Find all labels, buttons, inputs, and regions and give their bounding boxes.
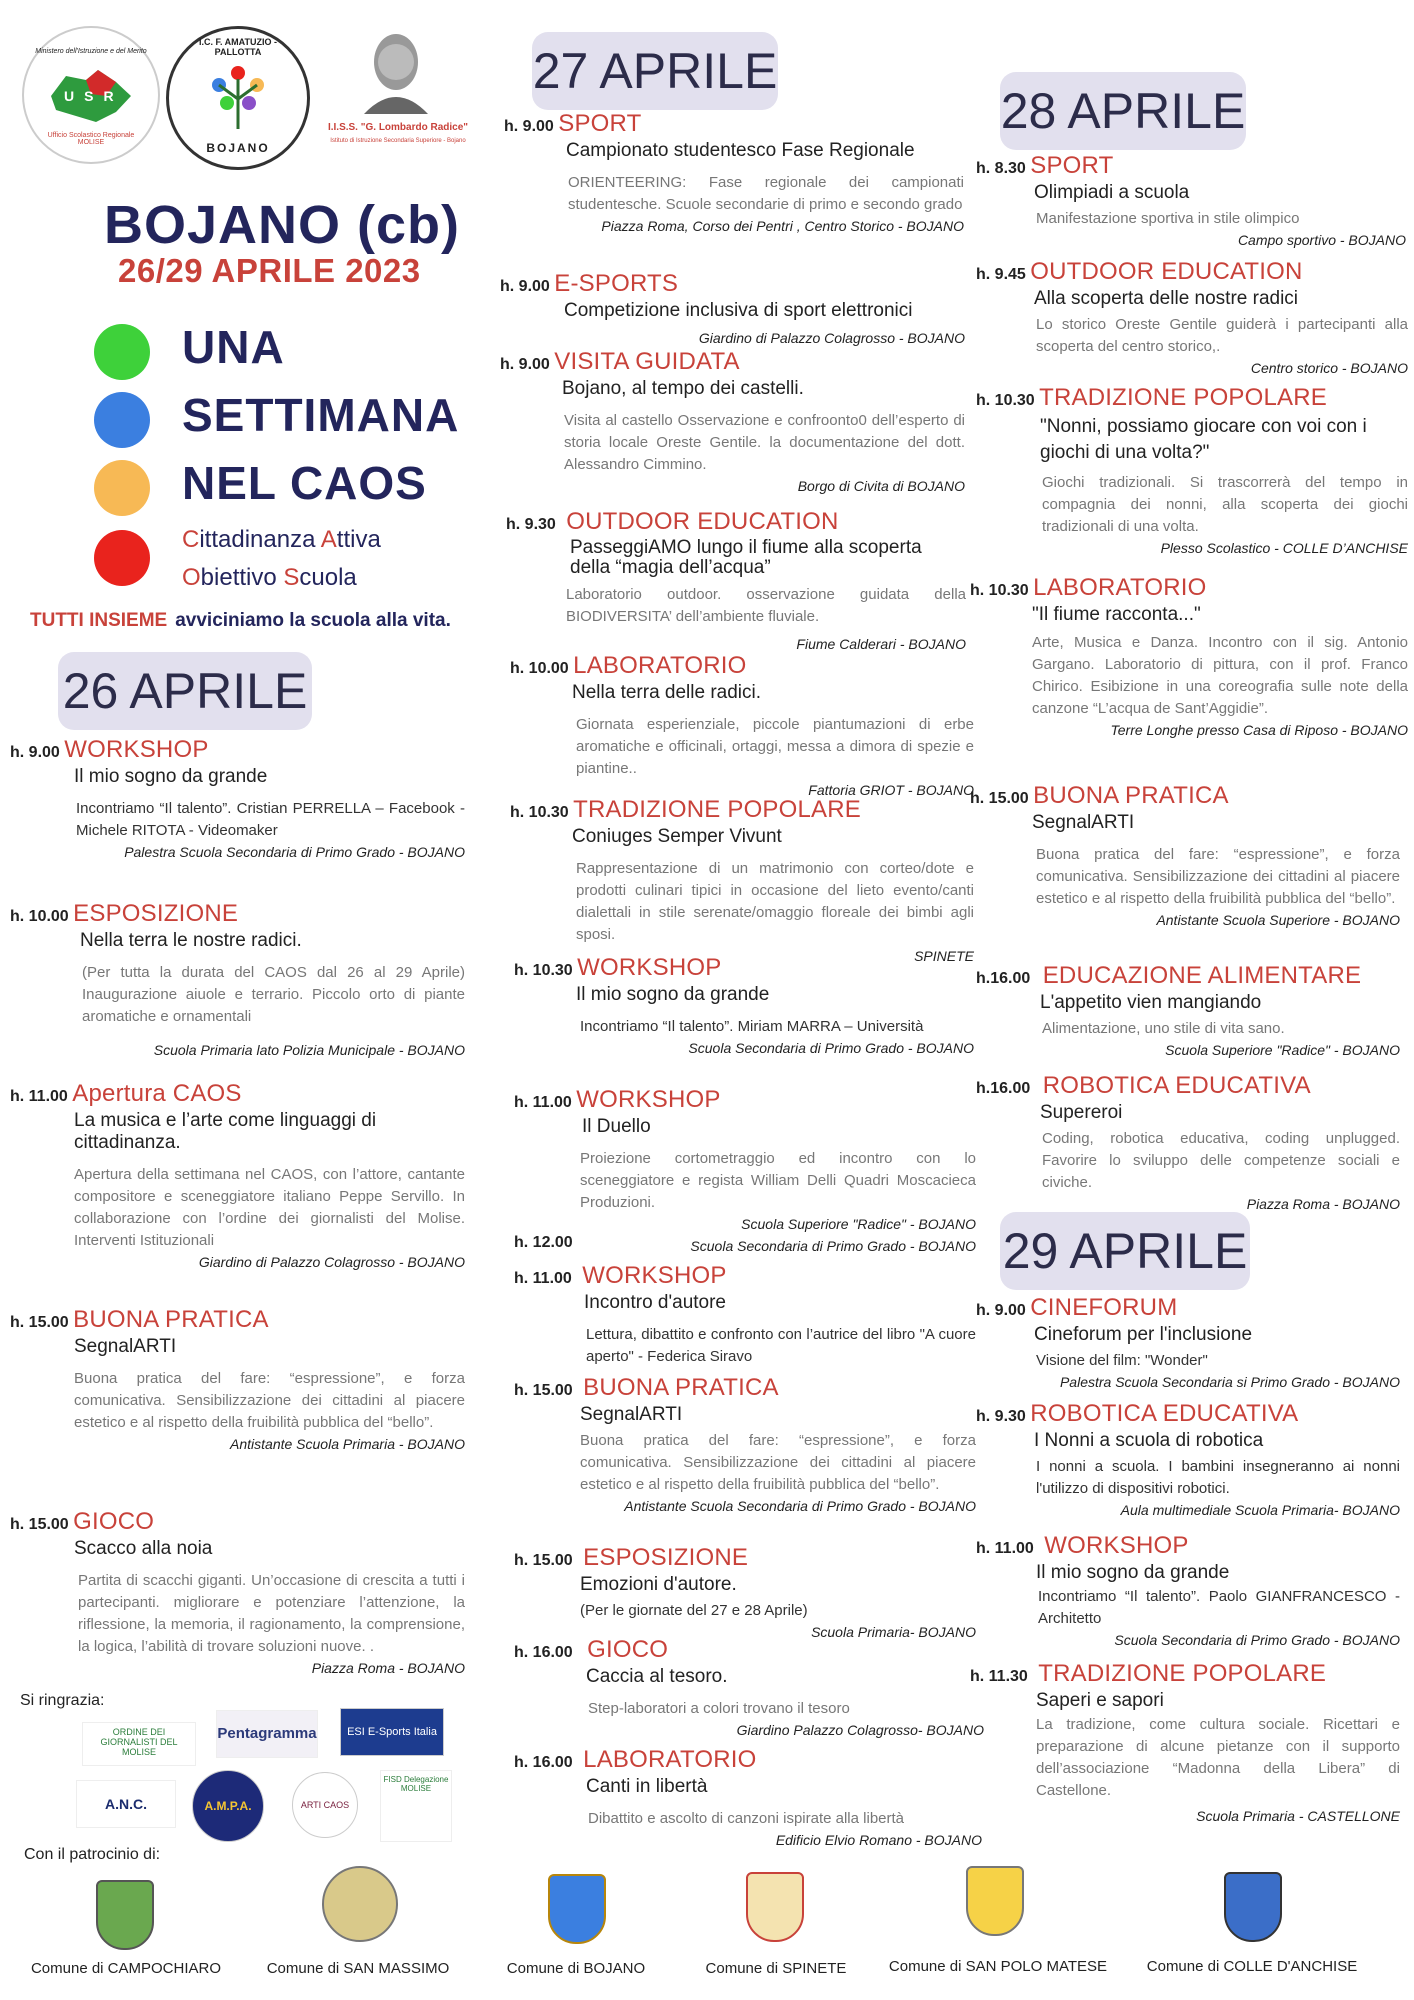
event-title: L'appetito vien mangiando	[1040, 992, 1262, 1013]
yellow-dot	[94, 460, 150, 516]
tagline-red: TUTTI INSIEME	[30, 610, 168, 631]
event-28-2	[976, 258, 1408, 376]
caos-line-2	[182, 564, 357, 592]
event-category: CINEFORUM	[1030, 1294, 1178, 1321]
event-hour: h. 11.00	[514, 1270, 572, 1287]
event-hour: h. 10.30	[514, 962, 573, 979]
event-title: Emozioni d'autore.	[580, 1574, 737, 1595]
event-description: Buona pratica del fare: “espressione”, e forza comunicativa. Sensibilizzazione dei cittadini al piacere estetico e al rispetto della fruibilità pubblica del “bello”.	[74, 1370, 465, 1431]
event-location: Scuola Primaria- BOJANO	[811, 1624, 976, 1640]
blue-dot	[94, 392, 150, 448]
event-description: ORIENTEERING: Fase regionale dei campionati studentesche. Scuole secondarie di primo e secondo grado	[568, 174, 964, 213]
event-location: Antistante Scuola Primaria - BOJANO	[230, 1436, 465, 1452]
iiss-logo	[318, 30, 478, 152]
red-dot	[94, 530, 150, 586]
ic-city: BOJANO	[206, 141, 270, 155]
event-hour: h. 9.00	[500, 356, 550, 373]
event-location: Piazza Roma, Corso dei Pentri , Centro Storico - BOJANO	[601, 218, 964, 234]
event-27-6	[510, 796, 974, 964]
event-27-10	[514, 1262, 976, 1368]
day-badge-28: 28 APRILE	[1000, 72, 1246, 150]
sponsor-anc: A.N.C.	[76, 1780, 176, 1828]
event-location: Antistante Scuola Superiore - BOJANO	[1156, 912, 1400, 928]
event-28-5	[970, 782, 1400, 928]
tree-icon	[203, 59, 273, 129]
event-category: OUTDOOR EDUCATION	[566, 508, 839, 535]
event-title: Saperi e sapori	[1036, 1690, 1164, 1711]
event-description: Incontriamo “Il talento”. Miriam MARRA – Università	[580, 1018, 924, 1035]
event-title: Caccia al tesoro.	[586, 1666, 728, 1687]
event-hour: h. 9.00	[500, 278, 550, 295]
event-hour: h. 10.30	[976, 392, 1035, 409]
event-location: SPINETE	[914, 948, 974, 964]
event-category: WORKSHOP	[576, 1086, 721, 1113]
event-description: Partita di scacchi giganti. Un’occasione di crescita a tutti i partecipanti. migliorare e potenziare l’attenzione, la riflessione, la memoria, il ragionamento, la comprensione, la logica, l’abilità di trovare soluzioni nuove. .	[78, 1572, 465, 1655]
event-description: Arte, Musica e Danza. Incontro con il sig. Antonio Gargano. Laboratorio di pittura, con il prof. Franco Chirico. Esibizione in una coreografia sulle note della canzone “L’acqua de Sant’Aggidie”.	[1032, 634, 1408, 717]
event-hour: h. 15.00	[514, 1382, 573, 1399]
comune-san-massimo: Comune di SAN MASSIMO	[266, 1960, 450, 1977]
event-title: SegnalARTI	[74, 1336, 177, 1357]
event-title: Supereroi	[1040, 1102, 1123, 1123]
campochiaro-crest-icon	[96, 1880, 154, 1950]
tagline-rest: avviciniamo la scuola alla vita.	[175, 610, 451, 631]
event-title: Nella terra le nostre radici.	[80, 930, 302, 951]
event-title: Il Duello	[582, 1116, 651, 1137]
event-title: PasseggiAMO lungo il fiume alla scoperta della “magia dell’acqua”	[570, 537, 922, 578]
slogan-line-1: UNA	[182, 321, 285, 373]
caos-initial-c: C	[182, 526, 200, 553]
event-location: Scuola Secondaria di Primo Grado - BOJANO	[688, 1040, 974, 1056]
event-title: "Nonni, possiamo giocare con voi con i giochi di una volta?"	[1040, 416, 1367, 463]
event-category: BUONA PRATICA	[583, 1374, 779, 1401]
event-29-1	[976, 1294, 1400, 1390]
event-28-7	[976, 1072, 1400, 1212]
event-location: Palestra Scuola Secondaria di Primo Grado - BOJANO	[124, 844, 465, 860]
bojano-crest-icon	[548, 1874, 606, 1944]
ic-logo	[166, 26, 310, 170]
event-location: Giardino di Palazzo Colagrosso - BOJANO	[198, 1254, 465, 1270]
event-description: Lettura, dibattito e confronto con l’autrice del libro "A cuore aperto" - Federica Siravo	[586, 1326, 976, 1365]
green-dot	[94, 324, 150, 380]
day-badge-29: 29 APRILE	[1000, 1212, 1250, 1290]
event-description: Coding, robotica educativa, coding unplugged. Favorire lo sviluppo delle competenze sociali e civiche.	[1042, 1130, 1400, 1191]
event-category: E-SPORTS	[554, 270, 679, 297]
event-category: WORKSHOP	[64, 736, 209, 763]
sponsor-arti: ARTI CAOS	[292, 1772, 358, 1838]
event-title: Nella terra delle radici.	[572, 682, 762, 703]
event-title: Scacco alla noia	[74, 1538, 213, 1559]
event-title: Canti in libertà	[586, 1776, 708, 1797]
event-location: Edificio Elvio Romano - BOJANO	[775, 1832, 982, 1848]
event-category: LABORATORIO	[583, 1746, 757, 1773]
event-27-9	[514, 1234, 976, 1254]
event-location: Terre Longhe presso Casa di Riposo - BOJANO	[1110, 722, 1408, 738]
event-29-4	[970, 1660, 1400, 1824]
event-hour: h. 12.00	[514, 1234, 573, 1251]
sponsor-ordine-giornalisti: ORDINE DEI GIORNALISTI DEL MOLISE	[82, 1722, 196, 1766]
event-hour: h. 9.00	[10, 744, 60, 761]
portrait-icon	[356, 30, 436, 114]
event-description: Manifestazione sportiva in stile olimpico	[1036, 210, 1300, 227]
usr-ministry: Ministero dell'Istruzione e del Merito	[35, 48, 147, 55]
event-26-3	[10, 1080, 465, 1270]
event-location: Borgo di Civita di BOJANO	[797, 478, 965, 494]
san-massimo-crest-icon	[322, 1866, 398, 1942]
colle-anchise-crest-icon	[1224, 1872, 1282, 1942]
usr-name: Ufficio Scolastico Regionale MOLISE	[47, 132, 135, 146]
event-description: (Per le giornate del 27 e 28 Aprile)	[580, 1602, 808, 1619]
event-hour: h. 11.00	[10, 1088, 68, 1105]
caos-rest-4: cuola	[299, 564, 357, 591]
event-location: Palestra Scuola Secondaria si Primo Grado - BOJANO	[1059, 1374, 1400, 1390]
caos-initial-a: A	[320, 526, 337, 553]
event-hour: h. 16.00	[514, 1644, 573, 1661]
event-category: SPORT	[1030, 152, 1114, 179]
event-location: Scuola Secondaria di Primo Grado - BOJANO	[690, 1238, 976, 1254]
event-category: OUTDOOR EDUCATION	[1030, 258, 1303, 285]
event-description: (Per tutta la durata del CAOS dal 26 al 29 Aprile) Inaugurazione aiuole e terrario. Piccolo orto di piante aromatiche e ornamentali	[82, 964, 465, 1025]
event-location: Piazza Roma - BOJANO	[311, 1660, 465, 1676]
event-hour: h. 11.00	[976, 1540, 1034, 1557]
event-hour: h. 10.00	[10, 908, 69, 925]
event-category: WORKSHOP	[1044, 1532, 1189, 1559]
event-title: SegnalARTI	[580, 1404, 683, 1425]
event-title: Coniuges Semper Vivunt	[572, 826, 782, 847]
usr-logo	[22, 26, 160, 164]
event-description: Buona pratica del fare: “espressione”, e forza comunicativa. Sensibilizzazione dei cittadini al piacere estetico e al rispetto della fruibilità pubblica del “bello”.	[1036, 846, 1400, 907]
caos-rest-3: biettivo	[200, 564, 284, 591]
event-27-14	[514, 1746, 982, 1848]
event-28-6	[976, 962, 1400, 1058]
comune-colle-anchise: Comune di COLLE D'ANCHISE	[1146, 1958, 1358, 1975]
event-description: Buona pratica del fare: “espressione”, e forza comunicativa. Sensibilizzazione dei cittadini al piacere estetico e al rispetto della fruibilità pubblica del “bello”.	[580, 1432, 976, 1493]
event-location: Piazza Roma - BOJANO	[1246, 1196, 1400, 1212]
caos-rest-2: ttiva	[336, 526, 381, 553]
event-hour: h. 15.00	[10, 1314, 69, 1331]
event-category: GIOCO	[587, 1636, 669, 1663]
event-location: Scuola Secondaria di Primo Grado - BOJANO	[1114, 1632, 1400, 1648]
event-27-5	[510, 652, 974, 798]
event-27-8	[514, 1086, 976, 1232]
event-title: Il mio sogno da grande	[1036, 1562, 1230, 1583]
event-category: TRADIZIONE POPOLARE	[573, 796, 862, 823]
event-description: Giornata esperienziale, piccole piantumazioni di erbe aromatiche e officinali, ortaggi, messa a dimora di spezie e piantine..	[576, 716, 974, 777]
event-28-3	[976, 384, 1408, 556]
event-title: "Il fiume racconta..."	[1032, 604, 1201, 625]
thanks-label: Si ringrazia:	[20, 1692, 105, 1709]
event-description: Giochi tradizionali. Si trascorrerà del tempo in compagnia dei nonni, alla scoperta dei giochi tradizionali di una volta.	[1042, 474, 1408, 535]
event-description: Laboratorio outdoor. osservazione guidata della BIODIVERSITA’ dell’ambiente fluviale.	[566, 586, 966, 625]
event-location: Scuola Superiore "Radice" - BOJANO	[1165, 1042, 1400, 1058]
event-category: BUONA PRATICA	[73, 1306, 269, 1333]
event-location: Plesso Scolastico - COLLE D’ANCHISE	[1160, 540, 1408, 556]
event-26-1	[10, 736, 465, 860]
event-title: La musica e l’arte come linguaggi di cittadinanza.	[74, 1110, 377, 1153]
event-hour: h. 16.00	[514, 1754, 573, 1771]
event-title: Cineforum per l'inclusione	[1034, 1324, 1253, 1345]
event-title: Campionato studentesco Fase Regionale	[566, 140, 915, 161]
event-27-13	[514, 1636, 984, 1738]
event-hour: h. 9.00	[504, 118, 554, 135]
event-location: Campo sportivo - BOJANO	[1237, 232, 1406, 248]
event-description: Proiezione cortometraggio ed incontro con lo sceneggiatore e regista William Delli Quadri Moscacieca Produzioni.	[580, 1150, 976, 1211]
event-28-1	[976, 152, 1406, 248]
event-26-2	[10, 900, 465, 1058]
slogan-line-2: SETTIMANA	[182, 389, 460, 441]
sponsor-fisd: FISD Delegazione MOLISE	[380, 1770, 452, 1842]
day-badge-27: 27 APRILE	[532, 32, 778, 110]
usr-letters: USR	[64, 88, 124, 104]
iiss-name: I.I.S.S. "G. Lombardo Radice"	[327, 122, 469, 133]
caos-line-1	[182, 526, 381, 554]
event-category: VISITA GUIDATA	[554, 348, 740, 375]
tagline	[30, 610, 451, 632]
event-hour: h. 9.00	[976, 1302, 1026, 1319]
event-hour: h. 15.00	[514, 1552, 573, 1569]
event-description: I nonni a scuola. I bambini insegneranno ai nonni l'utilizzo di dispositivi robotici.	[1036, 1458, 1400, 1497]
event-description: Apertura della settimana nel CAOS, con l’attore, cantante compositore e sceneggiatore italiano Peppe Servillo. In collaborazione con l’ordine dei giornalisti del Molise. Interventi Istituzionali	[74, 1166, 465, 1249]
event-description: Visita al castello Osservazione e confroonto0 dell’esperto di storia locale Oreste Gentile. la documentazione del dott. Alessandro Cimmino.	[564, 412, 965, 473]
event-title: Il mio sogno da grande	[74, 766, 268, 787]
iiss-sub: Istituto di Istruzione Secondaria Superiore - Bojano	[330, 138, 466, 144]
event-location: Aula multimediale Scuola Primaria- BOJANO	[1120, 1502, 1400, 1518]
event-location: Fiume Calderari - BOJANO	[796, 636, 966, 652]
event-category: LABORATORIO	[1033, 574, 1207, 601]
event-27-2	[500, 270, 965, 346]
event-title: Il mio sogno da grande	[576, 984, 770, 1005]
event-27-1	[504, 110, 964, 234]
event-category: ROBOTICA EDUCATIVA	[1030, 1400, 1299, 1427]
event-27-11	[514, 1374, 976, 1514]
event-hour: h. 9.30	[976, 1408, 1026, 1425]
event-category: ESPOSIZIONE	[583, 1544, 749, 1571]
event-category: ESPOSIZIONE	[73, 900, 239, 927]
event-category: GIOCO	[73, 1508, 155, 1535]
event-location: Giardino Palazzo Colagrosso- BOJANO	[736, 1722, 984, 1738]
event-title: SegnalARTI	[1032, 812, 1135, 833]
sponsor-pentagramma: Pentagramma	[216, 1710, 318, 1758]
event-description: Rappresentazione di un matrimonio con corteo/dote e prodotti culinari tipici in occasione del lieto evento/canti dialettali in stile serenate/omaggio floreale dei bimbi agli sposi.	[576, 860, 974, 943]
day-badge-26: 26 APRILE	[58, 652, 312, 730]
event-category: TRADIZIONE POPOLARE	[1039, 384, 1328, 411]
sponsor-ampa: A.M.P.A.	[192, 1770, 264, 1842]
event-category: LABORATORIO	[573, 652, 747, 679]
event-category: ROBOTICA EDUCATIVA	[1042, 1072, 1311, 1099]
event-hour: h. 9.45	[976, 266, 1026, 283]
event-hour: h. 10.30	[970, 582, 1029, 599]
event-category: SPORT	[558, 110, 642, 137]
caos-initial-s: S	[283, 564, 300, 591]
event-location: Scuola Primaria - CASTELLONE	[1196, 1808, 1400, 1824]
sponsor-esi: ESI E-Sports Italia	[340, 1708, 444, 1756]
event-category: WORKSHOP	[582, 1262, 727, 1289]
event-title: I Nonni a scuola di robotica	[1034, 1430, 1264, 1451]
event-category: TRADIZIONE POPOLARE	[1038, 1660, 1327, 1687]
event-hour: h. 10.30	[510, 804, 569, 821]
comune-bojano: Comune di BOJANO	[506, 1960, 646, 1977]
event-category: WORKSHOP	[577, 954, 722, 981]
event-location: Antistante Scuola Secondaria di Primo Grado - BOJANO	[624, 1498, 976, 1514]
spinete-crest-icon	[746, 1872, 804, 1942]
event-category: Apertura CAOS	[72, 1080, 242, 1107]
event-description: Visione del film: "Wonder"	[1036, 1352, 1208, 1369]
caos-rest-1: ittadinanza	[199, 526, 321, 553]
ic-name: I.C. F. AMATUZIO - PALLOTTA	[199, 37, 277, 57]
event-26-5	[10, 1508, 465, 1676]
event-location: Scuola Superiore "Radice" - BOJANO	[741, 1216, 976, 1232]
event-description: Step-laboratori a colori trovano il tesoro	[588, 1700, 850, 1717]
event-title: Competizione inclusiva di sport elettronici	[564, 300, 913, 321]
event-hour: h. 15.00	[10, 1516, 69, 1533]
comune-spinete: Comune di SPINETE	[705, 1960, 847, 1977]
san-polo-crest-icon	[966, 1866, 1024, 1936]
event-location: Scuola Primaria lato Polizia Municipale - BOJANO	[153, 1042, 465, 1058]
event-category: BUONA PRATICA	[1033, 782, 1229, 809]
event-hour: h. 10.00	[510, 660, 569, 677]
event-hour: h. 11.00	[514, 1094, 572, 1111]
event-location: Fattoria GRIOT - BOJANO	[808, 782, 974, 798]
event-description: Incontriamo “Il talento”. Cristian PERRELLA – Facebook - Michele RITOTA - Videomaker	[76, 800, 465, 839]
event-hour: h.16.00	[976, 1080, 1031, 1097]
event-description: Alimentazione, uno stile di vita sano.	[1042, 1020, 1285, 1037]
patrocinio-label: Con il patrocinio di:	[24, 1846, 161, 1863]
event-27-7	[514, 954, 974, 1056]
event-location: Centro storico - BOJANO	[1250, 360, 1408, 376]
event-description: Lo storico Oreste Gentile guiderà i partecipanti alla scoperta del centro storico,.	[1036, 316, 1408, 355]
event-description: Incontriamo “Il talento”. Paolo GIANFRANCESCO - Architetto	[1038, 1588, 1400, 1627]
event-title: Alla scoperta delle nostre radici	[1034, 288, 1299, 309]
comune-campochiaro: Comune di CAMPOCHIARO	[30, 1960, 222, 1977]
event-27-4	[506, 508, 966, 652]
event-hour: h. 11.30	[970, 1668, 1028, 1685]
event-hour: h. 9.30	[506, 516, 556, 533]
event-28-4	[970, 574, 1408, 738]
event-29-3	[976, 1532, 1400, 1648]
event-description: Dibattito e ascolto di canzoni ispirate alla libertà	[588, 1810, 905, 1827]
event-title: Olimpiadi a scuola	[1034, 182, 1190, 203]
caos-initial-o: O	[182, 564, 201, 591]
event-27-3	[500, 348, 965, 494]
event-29-2	[976, 1400, 1400, 1518]
event-location: Giardino di Palazzo Colagrosso - BOJANO	[698, 330, 965, 346]
dates-title: 26/29 APRILE 2023	[118, 252, 421, 289]
comune-san-polo-matese: Comune di SAN POLO MATESE	[888, 1958, 1108, 1975]
event-category: EDUCAZIONE ALIMENTARE	[1042, 962, 1362, 989]
event-title: Incontro d'autore	[584, 1292, 726, 1313]
event-title: Bojano, al tempo dei castelli.	[562, 378, 804, 399]
city-title: BOJANO (cb)	[104, 195, 461, 255]
event-26-4	[10, 1306, 465, 1452]
event-27-12	[514, 1544, 976, 1640]
event-hour: h. 8.30	[976, 160, 1026, 177]
event-hour: h.16.00	[976, 970, 1031, 987]
event-description: La tradizione, come cultura sociale. Ricettari e preparazione di alcune pietanze con il supporto dell’associazione “Madonna della Libera” di Castellone.	[1036, 1716, 1400, 1799]
event-hour: h. 15.00	[970, 790, 1029, 807]
slogan-line-3: NEL CAOS	[182, 457, 427, 509]
